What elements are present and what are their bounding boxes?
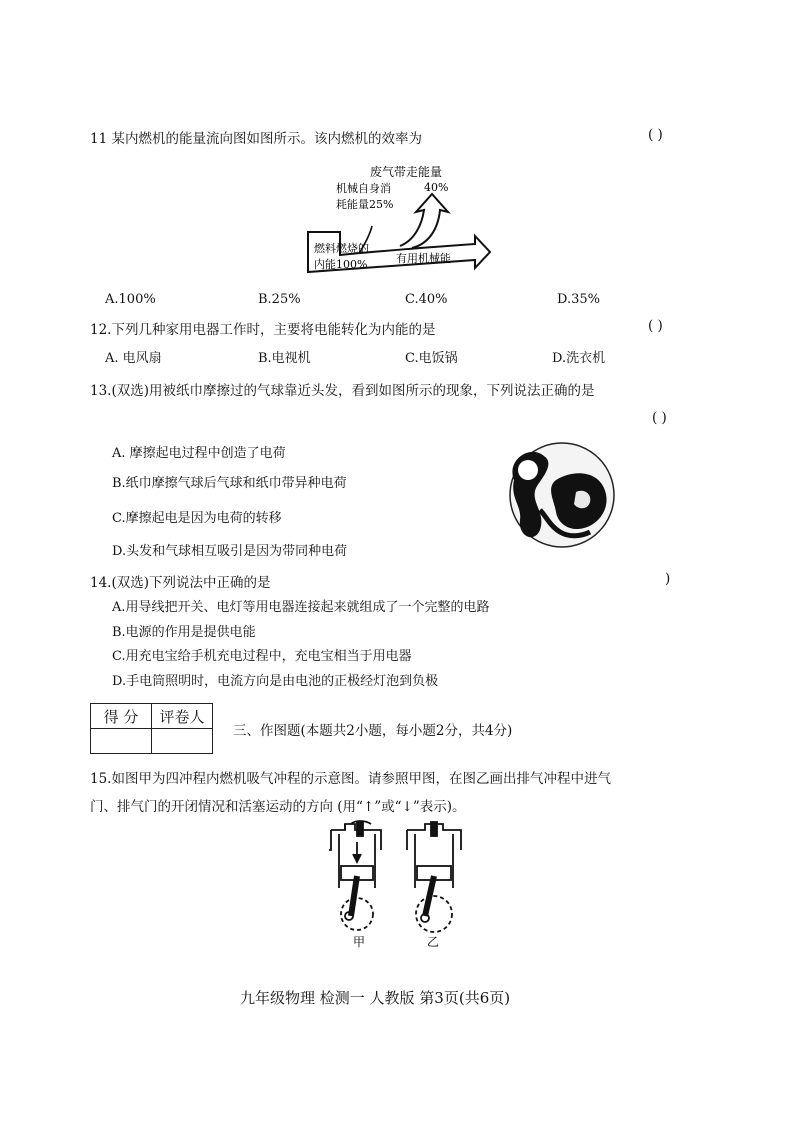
- grader-header: 评卷人: [152, 704, 213, 729]
- q13-option-b: B.纸巾摩擦气球后气球和纸巾带异种电荷: [112, 476, 347, 491]
- q11-stem: 11 某内燃机的能量流向图如图所示。该内燃机的效率为: [90, 131, 422, 147]
- engine-stroke-diagrams: [325, 820, 470, 955]
- q12-stem: 12.下列几种家用电器工作时，主要将电能转化为内能的是: [90, 322, 436, 338]
- exhaust-label: 废气带走能量: [370, 165, 443, 179]
- q14-answer-paren: ): [665, 571, 671, 587]
- fuel-label-2: 内能100%: [314, 258, 368, 271]
- engine-jia: [329, 821, 381, 930]
- q14-stem: 14.(双选)下列说法中正确的是: [90, 575, 271, 591]
- label-jia: 甲: [353, 935, 366, 949]
- balloon-hair-photo: [500, 440, 620, 550]
- label-yi: 乙: [427, 935, 440, 949]
- q11-option-c: C.40%: [405, 292, 448, 307]
- q14-option-a: A.用导线把开关、电灯等用电器连接起来就组成了一个完整的电路: [112, 600, 490, 615]
- section-3-title: 三、作图题(本题共2小题，每小题2分，共4分): [233, 723, 513, 739]
- useful-label: 有用机械能: [396, 252, 451, 265]
- fuel-label-1: 燃料燃烧的: [314, 242, 369, 255]
- page-footer: 九年级物理 检测一 人教版 第3页(共6页): [240, 989, 511, 1007]
- engine-yi: [407, 822, 461, 932]
- q13-answer-paren: ( ): [652, 410, 667, 426]
- score-header: 得 分: [91, 704, 152, 729]
- score-table: [90, 703, 213, 754]
- q14-option-b: B.电源的作用是提供电能: [112, 625, 256, 640]
- q11-option-d: D.35%: [557, 292, 600, 307]
- q11-option-a: A.100%: [105, 292, 156, 307]
- q13-option-c: C.摩擦起电是因为电荷的转移: [112, 511, 282, 526]
- q12-option-d: D.洗衣机: [552, 351, 606, 366]
- q13-option-d: D.头发和气球相互吸引是因为带同种电荷: [112, 544, 348, 559]
- q12-option-c: C.电饭锅: [405, 351, 458, 366]
- exhaust-pct-label: 40%: [424, 181, 449, 194]
- exhaust-branch-arrow: [400, 194, 448, 248]
- q14-option-d: D.手电筒照明时，电流方向是由电池的正极经灯泡到负极: [112, 674, 439, 689]
- q13-stem: 13.(双选)用被纸巾摩擦过的气球靠近头发，看到如图所示的现象，下列说法正确的是: [90, 383, 595, 399]
- grader-cell[interactable]: [152, 729, 213, 754]
- mech-loss-label-1: 机械自身消: [336, 182, 391, 195]
- mech-loss-label-2: 耗能量25%: [336, 198, 394, 211]
- q12-answer-paren: ( ): [648, 318, 663, 334]
- q15-line-2: 门、排气门的开闭情况和活塞运动的方向 (用“↑”或“↓”表示)。: [90, 799, 466, 815]
- q11-answer-paren: ( ): [648, 127, 663, 143]
- q12-option-a: A. 电风扇: [105, 351, 162, 366]
- energy-flow-diagram: [300, 160, 495, 280]
- q14-option-c: C.用充电宝给手机充电过程中，充电宝相当于用电器: [112, 649, 412, 664]
- score-cell[interactable]: [91, 729, 152, 754]
- q15-line-1: 15.如图甲为四冲程内燃机吸气冲程的示意图。请参照甲图，在图乙画出排气冲程中进气: [90, 771, 611, 787]
- q13-option-a: A. 摩擦起电过程中创造了电荷: [112, 446, 286, 461]
- q12-option-b: B.电视机: [258, 351, 311, 366]
- q11-option-b: B.25%: [258, 292, 301, 307]
